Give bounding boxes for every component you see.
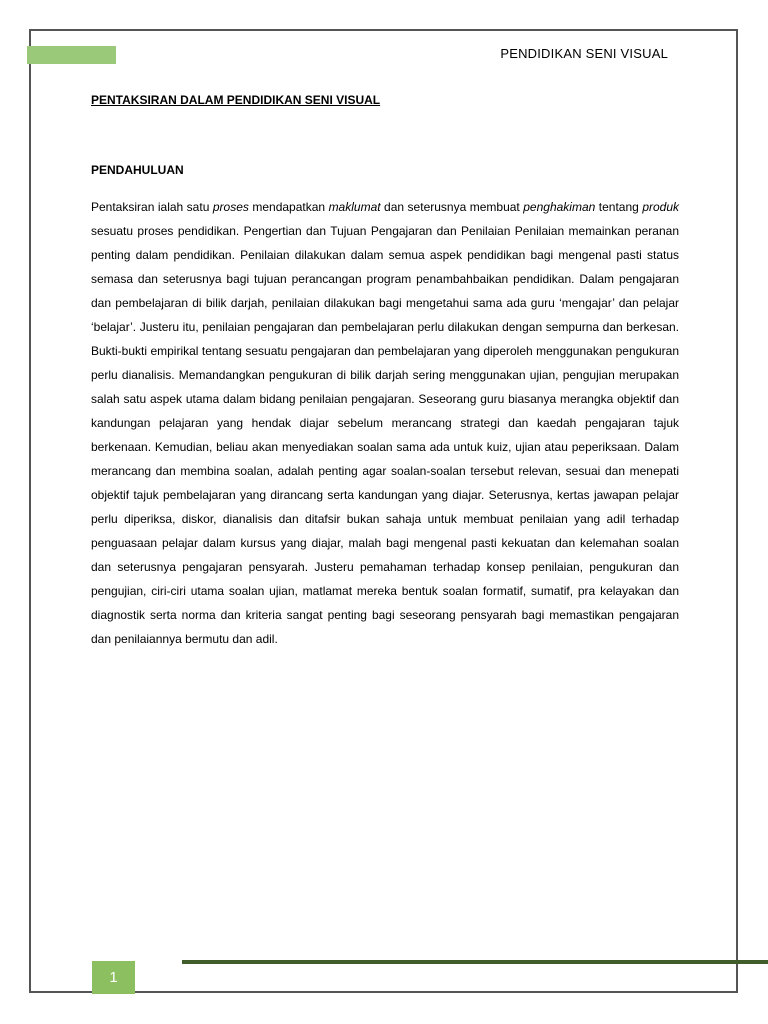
- footer-divider-line: [182, 960, 768, 964]
- page-number-label: 1: [109, 969, 118, 986]
- paragraph-segment-italic: maklumat: [328, 200, 381, 214]
- header-title: PENDIDIKAN SENI VISUAL: [500, 46, 668, 61]
- paragraph-segment: mendapatkan: [248, 200, 329, 214]
- paragraph-segment-italic: proses: [212, 200, 249, 214]
- document-title: PENTAKSIRAN DALAM PENDIDIKAN SENI VISUAL: [91, 93, 381, 107]
- paragraph-segment-italic: penghakiman: [523, 200, 596, 214]
- paragraph-segment-italic: produk: [642, 200, 680, 214]
- paragraph-segment: tentang: [595, 200, 643, 214]
- page-number: [92, 961, 135, 994]
- section-heading: PENDAHULUAN: [91, 163, 184, 177]
- paragraph-segment: sesuatu proses pendidikan. Pengertian dan Tujuan Pengajaran dan Penilaian Penilaian memainkan peranan penting dalam pendidikan. Penilaian dilakukan dalam semua aspek pendidikan bagi mengenal pasti status semasa dan seterusnya bagi tujuan perancangan program penambahbaikan pendidikan. Dalam pengajaran dan pembelajaran di bilik darjah, penilaian dilakukan bagi mengetahui sama ada guru ‘mengajar’ dan pelajar ‘belajar’. Justeru itu, penilaian pengajaran dan pembelajaran perlu dilakukan dengan sempurna dan berkesan. Bukti-bukti empirikal tentang sesuatu pengajaran dan pembelajaran yang diperoleh menggunakan pengukuran perlu dianalisis. Memandangkan pengukuran di bilik darjah sering menggunakan ujian, pengujian merupakan salah satu aspek utama dalam bidang penilaian pengajaran. Seseorang guru biasanya merangka objektif dan kandungan pelajaran yang hendak diajar sebelum merancang strategi dan kaedah pengajaran tajuk berkenaan. Kemudian, beliau akan menyediakan soalan sama ada untuk kuiz, ujian atau peperiksaan. Dalam merancang dan membina soalan, adalah penting agar soalan-soalan tersebut relevan, sesuai dan menepati objektif tajuk pembelajaran yang dirancang serta kandungan yang diajar. Seterusnya, kertas jawapan pelajar perlu diperiksa, diskor, dianalisis dan ditafsir bukan sahaja untuk membuat penilaian yang adil terhadap penguasaan pelajar dalam kursus yang diajar, malah bagi mengenal pasti kekuatan dan kelemahan soalan dan seterusnya pengajaran pensyarah. Justeru pemahaman terhadap konsep penilaian, pengukuran dan pengujian, ciri-ciri utama soalan ujian, matlamat mereka bentuk soalan formatif, sumatif, pra kelayakan dan diagnostik serta norma dan kriteria sangat penting bagi seseorang pensyarah bagi memastikan pengajaran dan penilaiannya bermutu dan adil.: [91, 224, 679, 646]
- paragraph-segment: dan seterusnya membuat: [380, 200, 524, 214]
- header-accent-bar: [27, 46, 116, 64]
- body-paragraph: [91, 195, 679, 651]
- paragraph-segment: Pentaksiran ialah satu: [91, 200, 213, 214]
